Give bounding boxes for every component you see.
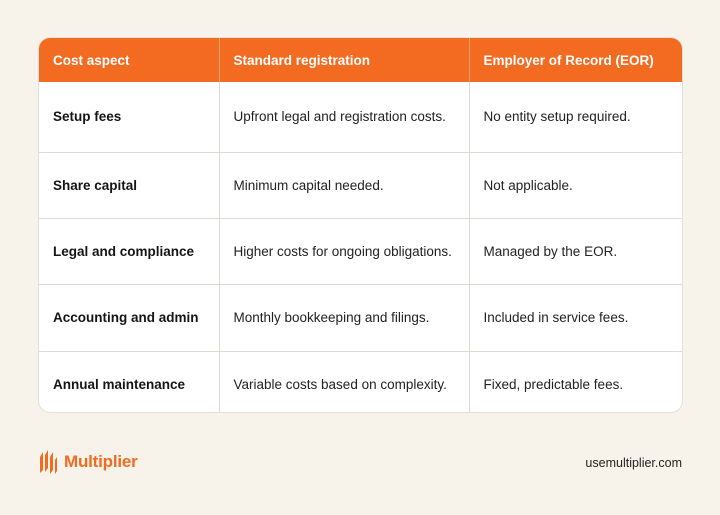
row-standard: Higher costs for ongoing obligations. (219, 218, 469, 284)
website-url: usemultiplier.com (585, 456, 682, 470)
table-header-row (39, 38, 683, 82)
header-standard-registration: Standard registration (219, 38, 469, 82)
row-aspect: Setup fees (39, 82, 219, 152)
row-standard: Upfront legal and registration costs. (219, 82, 469, 152)
brand-name: Multiplier (64, 452, 138, 471)
row-standard: Variable costs based on complexity. (219, 351, 469, 413)
brand-logo (38, 449, 138, 475)
row-standard: Monthly bookkeeping and filings. (219, 285, 469, 351)
row-aspect: Share capital (39, 152, 219, 218)
table-row (39, 351, 683, 413)
row-eor: Fixed, predictable fees. (483, 377, 624, 393)
row-eor: Included in service fees. (469, 285, 683, 351)
row-eor: Not applicable. (469, 152, 683, 218)
row-aspect: Annual maintenance (39, 351, 219, 413)
header-eor: Employer of Record (EOR) (469, 38, 683, 82)
table-row (39, 82, 683, 152)
header-cost-aspect: Cost aspect (39, 38, 219, 82)
row-standard: Minimum capital needed. (219, 152, 469, 218)
table-row (39, 285, 683, 351)
multiplier-logo-icon (38, 449, 58, 475)
table-row (39, 152, 683, 218)
table-row (39, 218, 683, 284)
row-aspect: Legal and compliance (39, 218, 219, 284)
row-eor: No entity setup required. (469, 82, 683, 152)
row-aspect: Accounting and admin (39, 285, 219, 351)
table (39, 38, 683, 413)
row-eor: Managed by the EOR. (469, 218, 683, 284)
cost-comparison-table (38, 37, 683, 413)
